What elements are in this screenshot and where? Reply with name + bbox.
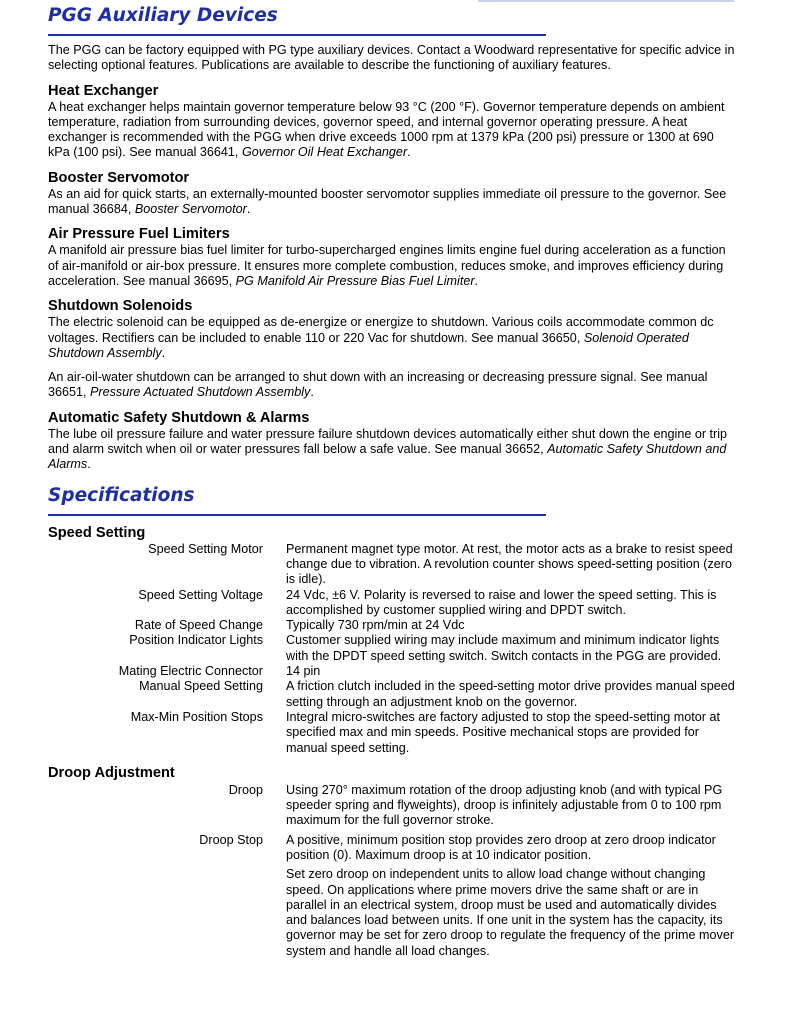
shutdown-manual-ref-2: Pressure Actuated Shutdown Assembly [90,385,311,400]
safety-text [48,427,738,473]
aux-intro: The PGG can be factory equipped with PG type auxiliary devices. Contact a Woodward representative for specific advice in selecting optional features. Publications are available to describe the functioning of auxiliary features. [48,43,735,73]
spec-row [48,783,738,829]
document-page [48,0,738,959]
air-limiter-heading: Air Pressure Fuel Limiters [48,226,230,243]
spec-value: 14 pin [286,664,321,679]
spec-label: Droop [228,782,263,797]
spec-row [48,588,738,619]
spec-row [48,679,738,710]
speed-setting-heading: Speed Setting [48,524,146,541]
droop-note: Set zero droop on independent units to allow load change without changing speed. On applications where prime movers drive the same shaft or are in parallel in an electrical system, droop must be used and automatically divides and balances load between units. If one unit in the system has the capacity, its governor may be set for zero droop to regulate the frequency of the prime mover system and handle all load changes. [286,867,735,958]
spec-row [48,710,738,756]
booster-heading: Booster Servomotor [48,169,190,186]
shutdown-end-2: . [310,385,314,400]
spec-label: Manual Speed Setting [139,679,263,694]
spec-label: Max-Min Position Stops [130,709,263,724]
spec-label-empty [48,867,263,959]
spec-row [48,633,738,664]
spec-value: Using 270° maximum rotation of the droop adjusting knob (and with typical PG speeder spring and flyweights), droop is infinitely adjustable from 0 to 100 rpm maximum for the full governor stroke. [286,782,723,828]
specs-title: Specifications [48,484,195,506]
heat-exchanger-text [48,100,738,161]
safety-block [48,410,738,473]
spec-row [48,664,738,679]
spec-value: Permanent magnet type motor. At rest, the motor acts as a brake to resist speed change due to vibration. A revolution counter shows speed-setting position (zero is idle). [286,541,733,587]
booster-manual-ref: Booster Servomotor [134,202,247,217]
booster-body: As an aid for quick starts, an externally-mounted booster servomotor supplies immediate oil pressure to the governor. See manual 36684, [48,186,727,217]
spec-row [48,542,738,588]
droop-heading: Droop Adjustment [48,764,175,781]
spec-row [48,867,738,959]
spec-label: Rate of Speed Change [134,618,263,633]
aux-title-rule [48,34,546,36]
spec-value: 24 Vdc, ±6 V. Polarity is reversed to raise and lower the speed setting. This is accomplished by customer supplied wiring and DPDT switch. [286,587,717,617]
safety-heading: Automatic Safety Shutdown & Alarms [48,409,310,426]
air-limiter-end: . [474,273,479,288]
spec-value: Typically 730 rpm/min at 24 Vdc [286,618,465,633]
specs-title-rule [48,514,546,516]
booster-text [48,187,738,218]
spec-label: Speed Setting Motor [148,541,263,556]
spec-label: Speed Setting Voltage [138,587,263,602]
shutdown-end-1: . [161,345,166,360]
heat-exchanger-heading: Heat Exchanger [48,82,159,99]
spec-value: A friction clutch included in the speed-setting motor drive provides manual speed setting through an adjustment knob on the governor. [286,679,735,709]
heat-exchanger-end: . [407,145,411,160]
shutdown-body-1: The electric solenoid can be equipped as de-energize or energize to shutdown. Various coils accommodate common dc voltages. Rectifiers can be included to enable 110 or 220 Vac for shutdown. See manual 36650, [48,315,714,345]
safety-body: The lube oil pressure failure and water pressure failure shutdown devices automatically either shut down the engine or trip and alarm switch when oil or water pressures fall below a safe value. See manual 36652, [48,426,728,457]
safety-end: . [87,457,91,472]
speed-setting-table [48,542,738,756]
booster-block [48,170,738,218]
aux-section [48,0,738,473]
safety-manual-ref: Automatic Safety Shutdown and Alarms [48,442,727,472]
aux-title: PGG Auxiliary Devices [48,5,278,26]
spec-label: Mating Electric Connector [118,664,263,679]
shutdown-block [48,298,738,400]
specs-section [48,484,738,959]
heat-exchanger-block [48,83,738,161]
spec-row [48,618,738,633]
shutdown-text-2 [48,370,738,401]
air-limiter-text [48,243,738,289]
spec-value: Customer supplied wiring may include maximum and minimum indicator lights with the DPDT speed setting switch. Switch contacts in the PGG are provided. [286,633,722,663]
droop-table [48,783,738,959]
spec-value: Integral micro-switches are factory adjusted to stop the speed-setting motor at specified max and min speeds. Positive mechanical stops are provided for manual speed setting. [286,709,720,755]
air-limiter-manual-ref: PG Manifold Air Pressure Bias Fuel Limiter [235,273,475,288]
spec-label: Droop Stop [199,832,263,847]
shutdown-body-2: An air-oil-water shutdown can be arranged to shut down with an increasing or decreasing pressure signal. See manual 36651, [48,370,708,400]
spec-label: Position Indicator Lights [129,633,263,648]
shutdown-manual-ref-1: Solenoid Operated Shutdown Assembly [48,330,689,360]
heat-exchanger-body: A heat exchanger helps maintain governor temperature below 93 °C (200 °F). Governor temperature depends on ambient temperature, radiation from surrounding devices, governor speed, and internal governor operating pressure. A heat exchanger is recommended with the PGG when drive exceeds 1000 rpm at 1379 kPa (200 psi) pressure or 1300 at 690 kPa (100 psi). See manual 36641, [48,99,725,160]
spec-row [48,833,738,864]
spec-value: A positive, minimum position stop provides zero droop at zero droop indicator position (0). Maximum droop is at 10 indicator position. [286,832,716,862]
air-limiter-block [48,226,738,289]
booster-end: . [246,202,251,217]
air-limiter-body: A manifold air pressure bias fuel limiter for turbo-supercharged engines limits engine fuel during acceleration as a function of air-manifold or air-box pressure. It ensures more complete combustion, reduces smoke, and improves efficiency during acceleration. See manual 36695, [48,243,726,288]
heat-exchanger-manual-ref: Governor Oil Heat Exchanger [241,145,408,160]
shutdown-text-1 [48,315,738,361]
shutdown-heading: Shutdown Solenoids [48,298,193,315]
